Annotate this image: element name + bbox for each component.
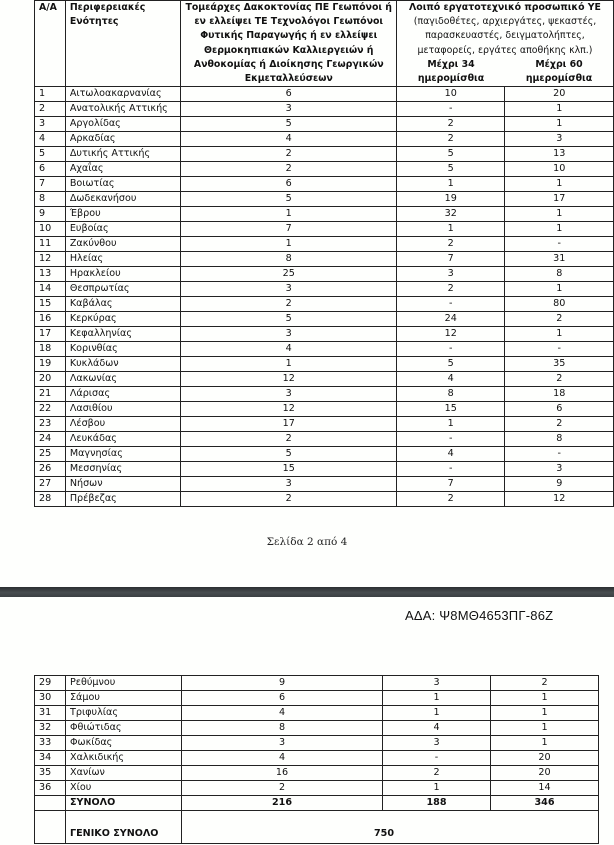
supervisors-count: 5 — [181, 117, 397, 132]
up-to-60-count: 1 — [505, 327, 614, 342]
up-to-60-count: 1 — [491, 691, 599, 706]
up-to-34-count: 4 — [383, 721, 491, 736]
region-name: Χαλκιδικής — [66, 751, 182, 766]
up-to-60-count: 20 — [491, 751, 599, 766]
region-name: Κεφαλληνίας — [65, 327, 181, 342]
table-row — [35, 477, 614, 492]
row-index: 28 — [35, 492, 66, 507]
row-index: 10 — [35, 222, 66, 237]
row-index: 25 — [35, 447, 66, 462]
supervisors-count: 5 — [181, 192, 397, 207]
up-to-60-count: 9 — [505, 477, 614, 492]
region-name: Κορινθίας — [65, 342, 181, 357]
table-row — [35, 327, 614, 342]
up-to-60-count: - — [505, 342, 614, 357]
up-to-34-count: 1 — [396, 222, 505, 237]
up-to-60-count: 80 — [505, 297, 614, 312]
header-up-to-34: Μέχρι 34 ημερομίσθια — [417, 58, 485, 85]
supervisors-count: 2 — [182, 781, 383, 796]
up-to-34-count: 32 — [396, 207, 505, 222]
supervisors-count: 12 — [181, 402, 397, 417]
row-index: 11 — [35, 237, 66, 252]
up-to-60-count: 3 — [505, 132, 614, 147]
supervisors-count: 15 — [181, 462, 397, 477]
region-name: Αχαΐας — [65, 162, 181, 177]
region-name: Βοιωτίας — [65, 177, 181, 192]
up-to-60-count: 2 — [491, 676, 599, 691]
up-to-60-count: 14 — [491, 781, 599, 796]
row-index: 35 — [35, 766, 66, 781]
up-to-34-count: - — [396, 297, 505, 312]
up-to-60-count: 18 — [505, 387, 614, 402]
row-index: 36 — [35, 781, 66, 796]
up-to-34-count: 5 — [396, 162, 505, 177]
up-to-60-count: 1 — [491, 706, 599, 721]
table-row — [35, 357, 614, 372]
up-to-60-count: 8 — [505, 267, 614, 282]
region-name: Θεσπρωτίας — [65, 282, 181, 297]
up-to-60-count: 1 — [505, 282, 614, 297]
up-to-34-count: 1 — [396, 417, 505, 432]
table-row — [35, 372, 614, 387]
up-to-34-count: 2 — [396, 492, 505, 507]
supervisors-count: 12 — [181, 372, 397, 387]
row-index: 16 — [35, 312, 66, 327]
row-index: 18 — [35, 342, 66, 357]
up-to-60-count: 1 — [505, 177, 614, 192]
table-row — [35, 766, 599, 781]
row-index: 5 — [35, 147, 66, 162]
supervisors-count: 1 — [181, 207, 397, 222]
up-to-34-count: 1 — [383, 691, 491, 706]
row-index: 2 — [35, 102, 66, 117]
supervisors-count: 4 — [181, 342, 397, 357]
region-name: Ρεθύμνου — [66, 676, 182, 691]
table-row — [35, 736, 599, 751]
up-to-34-count: 2 — [383, 766, 491, 781]
total-up-to-34: 188 — [383, 796, 491, 811]
supervisors-count: 8 — [181, 252, 397, 267]
up-to-34-count: - — [396, 342, 505, 357]
table-row — [35, 252, 614, 267]
up-to-60-count: 2 — [505, 417, 614, 432]
row-index: 15 — [35, 297, 66, 312]
row-index: 6 — [35, 162, 66, 177]
up-to-34-count: - — [396, 462, 505, 477]
up-to-60-count: 1 — [491, 721, 599, 736]
table-row — [35, 447, 614, 462]
up-to-60-count: 8 — [505, 432, 614, 447]
up-to-60-count: 6 — [505, 402, 614, 417]
up-to-34-count: 3 — [396, 267, 505, 282]
region-name: Ηρακλείου — [65, 267, 181, 282]
table-row — [35, 207, 614, 222]
up-to-60-count: 17 — [505, 192, 614, 207]
supervisors-count: 3 — [181, 282, 397, 297]
staff-allocation-table-part1 — [34, 0, 614, 507]
row-index: 19 — [35, 357, 66, 372]
table-row — [35, 676, 599, 691]
row-index: 13 — [35, 267, 66, 282]
region-name: Φθιώτιδας — [66, 721, 182, 736]
table-row — [35, 402, 614, 417]
table-body-part1 — [35, 87, 614, 507]
header-other-staff: Λοιπό εργατοτεχνικό προσωπικό ΥΕ (παγιδοθέτες, αρχιεργάτες, ψεκαστές, παρασκευαστές, δειγματολήπτες, μεταφορείς, εργάτες αποθήκης κλπ.) Μέχρι 34 ημερομίσθια Μέχρι 60 ημερομίσθια — [396, 1, 613, 87]
supervisors-count: 5 — [181, 447, 397, 462]
up-to-34-count: 2 — [396, 132, 505, 147]
row-index: 30 — [35, 691, 66, 706]
up-to-34-count: 19 — [396, 192, 505, 207]
up-to-34-count: 1 — [396, 177, 505, 192]
up-to-60-count: 12 — [505, 492, 614, 507]
up-to-60-count: - — [505, 237, 614, 252]
up-to-34-count: 10 — [396, 87, 505, 102]
region-name: Φωκίδας — [66, 736, 182, 751]
table-row — [35, 267, 614, 282]
row-index: 33 — [35, 736, 66, 751]
table-row — [35, 132, 614, 147]
region-name: Κερκύρας — [65, 312, 181, 327]
table-body-part2 — [35, 676, 599, 796]
table-row — [35, 222, 614, 237]
supervisors-count: 1 — [181, 237, 397, 252]
supervisors-count: 2 — [181, 147, 397, 162]
row-index: 14 — [35, 282, 66, 297]
ada-code: ΑΔΑ: Ψ8ΜΘ4653ΠΓ-86Ζ — [405, 608, 554, 623]
up-to-34-count: 12 — [396, 327, 505, 342]
region-name: Λασιθίου — [65, 402, 181, 417]
row-index: 29 — [35, 676, 66, 691]
region-name: Μεσσηνίας — [65, 462, 181, 477]
up-to-60-count: 31 — [505, 252, 614, 267]
table-row — [35, 192, 614, 207]
up-to-34-count: 2 — [396, 117, 505, 132]
region-name: Ζακύνθου — [65, 237, 181, 252]
up-to-60-count: 1 — [505, 222, 614, 237]
region-name: Αιτωλοακαρνανίας — [65, 87, 181, 102]
table-row — [35, 432, 614, 447]
header-supervisors: Τομεάρχες Δακοκτονίας ΠΕ Γεωπόνοι ή εν ελλείψει ΤΕ Τεχνολόγοι Γεωπόνοι Φυτικής Παραγωγής ή εν ελλείψει Θερμοκηπιακών Καλλιεργειών ή Ανθοκομίας ή Διοίκησης Γεωργικών Εκμεταλλεύσεων — [181, 1, 397, 87]
table-row — [35, 282, 614, 297]
table-row — [35, 462, 614, 477]
supervisors-count: 16 — [182, 766, 383, 781]
up-to-60-count: 20 — [491, 766, 599, 781]
total-up-to-60: 346 — [491, 796, 599, 811]
region-name: Λακωνίας — [65, 372, 181, 387]
up-to-34-count: 15 — [396, 402, 505, 417]
up-to-34-count: 3 — [383, 676, 491, 691]
row-index: 23 — [35, 417, 66, 432]
up-to-34-count: 3 — [383, 736, 491, 751]
region-name: Σάμου — [66, 691, 182, 706]
supervisors-count: 1 — [181, 357, 397, 372]
row-index: 7 — [35, 177, 66, 192]
supervisors-count: 2 — [181, 297, 397, 312]
region-name: Χανίων — [66, 766, 182, 781]
supervisors-count: 25 — [181, 267, 397, 282]
region-name: Λευκάδας — [65, 432, 181, 447]
supervisors-count: 3 — [181, 477, 397, 492]
table-row — [35, 342, 614, 357]
up-to-34-count: 8 — [396, 387, 505, 402]
region-name: Πρέβεζας — [65, 492, 181, 507]
row-index: 21 — [35, 387, 66, 402]
region-name: Καβάλας — [65, 297, 181, 312]
page-separator — [0, 587, 614, 597]
up-to-60-count: 1 — [505, 117, 614, 132]
region-name: Αργολίδας — [65, 117, 181, 132]
page-indicator: Σελίδα 2 από 4 — [266, 536, 348, 548]
table-row — [35, 147, 614, 162]
up-to-34-count: 7 — [396, 252, 505, 267]
row-index: 31 — [35, 706, 66, 721]
table-row — [35, 387, 614, 402]
supervisors-count: 4 — [182, 706, 383, 721]
supervisors-count: 5 — [181, 312, 397, 327]
supervisors-count: 4 — [182, 751, 383, 766]
up-to-34-count: - — [396, 432, 505, 447]
grand-total-value: 750 — [182, 811, 599, 844]
up-to-60-count: 2 — [505, 372, 614, 387]
grand-total-row — [35, 811, 599, 844]
region-name: Αρκαδίας — [65, 132, 181, 147]
table-row — [35, 417, 614, 432]
supervisors-count: 17 — [181, 417, 397, 432]
grand-total-label: ΓΕΝΙΚΟ ΣΥΝΟΛΟ — [66, 811, 182, 844]
table-row — [35, 297, 614, 312]
supervisors-count: 6 — [181, 87, 397, 102]
up-to-60-count: 1 — [505, 102, 614, 117]
row-index: 20 — [35, 372, 66, 387]
row-index: 22 — [35, 402, 66, 417]
table-row — [35, 721, 599, 736]
row-index: 1 — [35, 87, 66, 102]
table-row — [35, 706, 599, 721]
up-to-34-count: - — [383, 751, 491, 766]
region-name: Λάρισας — [65, 387, 181, 402]
up-to-60-count: 10 — [505, 162, 614, 177]
region-name: Χίου — [66, 781, 182, 796]
supervisors-count: 2 — [181, 492, 397, 507]
region-name: Ευβοίας — [65, 222, 181, 237]
up-to-60-count: 20 — [505, 87, 614, 102]
row-index: 26 — [35, 462, 66, 477]
region-name: Ηλείας — [65, 252, 181, 267]
supervisors-count: 9 — [182, 676, 383, 691]
up-to-34-count: 1 — [383, 706, 491, 721]
up-to-60-count: 1 — [491, 736, 599, 751]
supervisors-count: 3 — [182, 736, 383, 751]
up-to-34-count: 7 — [396, 477, 505, 492]
total-supervisors: 216 — [182, 796, 383, 811]
staff-allocation-table-part2 — [34, 675, 599, 844]
header-aa: Α/Α — [35, 1, 66, 87]
region-name: Τριφυλίας — [66, 706, 182, 721]
table-row — [35, 237, 614, 252]
row-index: 17 — [35, 327, 66, 342]
table-row — [35, 751, 599, 766]
supervisors-count: 4 — [181, 132, 397, 147]
region-name: Λέσβου — [65, 417, 181, 432]
row-index: 32 — [35, 721, 66, 736]
table-row — [35, 492, 614, 507]
supervisors-count: 3 — [181, 327, 397, 342]
table-row — [35, 117, 614, 132]
region-name: Δωδεκανήσου — [65, 192, 181, 207]
row-index: 34 — [35, 751, 66, 766]
table-header-row — [35, 1, 614, 87]
row-index: 9 — [35, 207, 66, 222]
up-to-34-count: - — [396, 102, 505, 117]
supervisors-count: 6 — [182, 691, 383, 706]
table-row — [35, 691, 599, 706]
header-region: Περιφερειακές Ενότητες — [65, 1, 181, 87]
table-row — [35, 177, 614, 192]
region-name: Κυκλάδων — [65, 357, 181, 372]
up-to-34-count: 2 — [396, 237, 505, 252]
table-row — [35, 312, 614, 327]
row-index: 27 — [35, 477, 66, 492]
up-to-60-count: 35 — [505, 357, 614, 372]
row-index: 12 — [35, 252, 66, 267]
up-to-60-count: 2 — [505, 312, 614, 327]
up-to-34-count: 24 — [396, 312, 505, 327]
table-row — [35, 781, 599, 796]
table-row — [35, 162, 614, 177]
up-to-34-count: 4 — [396, 372, 505, 387]
region-name: Ανατολικής Αττικής — [65, 102, 181, 117]
total-row — [35, 796, 599, 811]
up-to-60-count: 1 — [505, 207, 614, 222]
up-to-34-count: 4 — [396, 447, 505, 462]
supervisors-count: 8 — [182, 721, 383, 736]
up-to-34-count: 5 — [396, 357, 505, 372]
region-name: Δυτικής Αττικής — [65, 147, 181, 162]
supervisors-count: 7 — [181, 222, 397, 237]
supervisors-count: 2 — [181, 162, 397, 177]
header-up-to-60: Μέχρι 60 ημερομίσθια — [525, 58, 593, 85]
region-name: Έβρου — [65, 207, 181, 222]
total-label: ΣΥΝΟΛΟ — [66, 796, 182, 811]
supervisors-count: 2 — [181, 432, 397, 447]
region-name: Μαγνησίας — [65, 447, 181, 462]
table-row — [35, 102, 614, 117]
row-index: 24 — [35, 432, 66, 447]
up-to-60-count: 3 — [505, 462, 614, 477]
up-to-60-count: - — [505, 447, 614, 462]
table-row — [35, 87, 614, 102]
region-name: Νήσων — [65, 477, 181, 492]
supervisors-count: 3 — [181, 387, 397, 402]
row-index: 8 — [35, 192, 66, 207]
up-to-34-count: 1 — [383, 781, 491, 796]
up-to-60-count: 13 — [505, 147, 614, 162]
up-to-34-count: 5 — [396, 147, 505, 162]
supervisors-count: 6 — [181, 177, 397, 192]
row-index: 4 — [35, 132, 66, 147]
supervisors-count: 3 — [181, 102, 397, 117]
row-index: 3 — [35, 117, 66, 132]
up-to-34-count: 2 — [396, 282, 505, 297]
